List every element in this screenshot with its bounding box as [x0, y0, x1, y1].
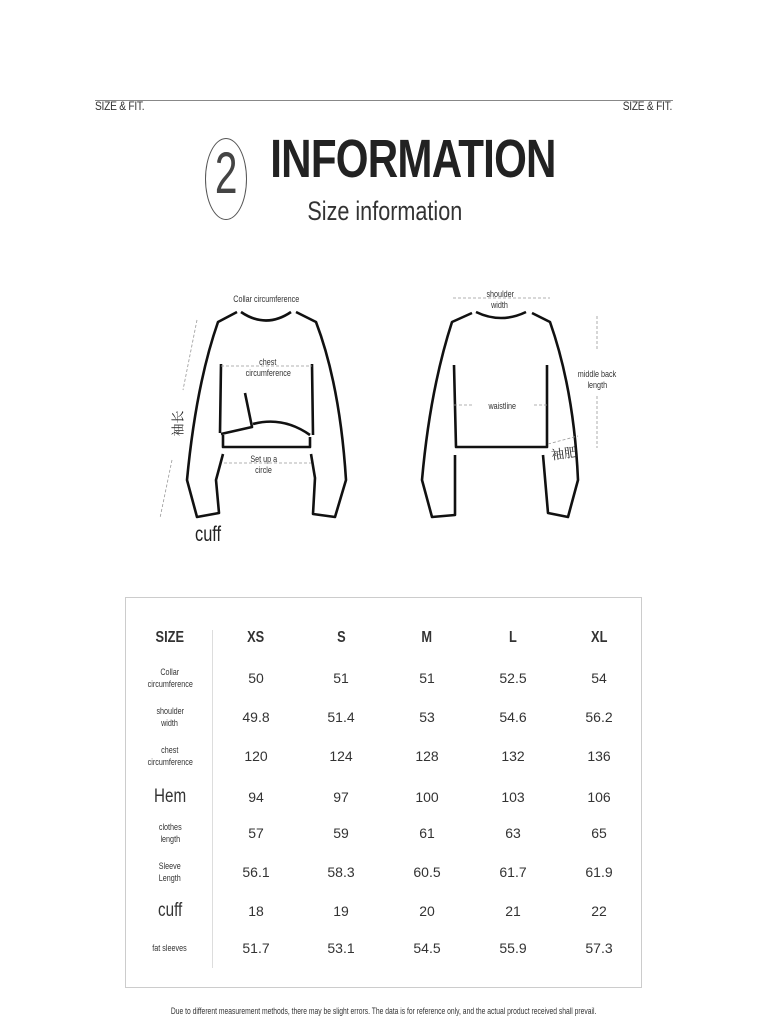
table-cell: 59 [333, 825, 349, 841]
table-cell: 54.5 [413, 940, 441, 956]
table-cell: 61.9 [585, 864, 613, 880]
header-size-col: M [421, 629, 433, 646]
label-middle-back-length: middle back length [577, 369, 617, 390]
label-chest-circumference: chest circumference [245, 357, 291, 378]
table-cell: 136 [587, 748, 611, 764]
front-sweater-outline [187, 312, 346, 517]
header-size-col: S [336, 629, 346, 646]
table-cell: 58.3 [327, 864, 355, 880]
row-label: Collar circumference [147, 667, 193, 689]
row-label: clothes length [158, 822, 182, 844]
label-shoulder-width: shoulder width [486, 289, 514, 310]
back-sweater-outline [422, 312, 578, 517]
header-size-col: XL [590, 629, 608, 646]
table-cell: 51 [419, 670, 435, 686]
table-cell: 22 [591, 903, 607, 919]
table-cell: 63 [505, 825, 521, 841]
table-cell: 65 [591, 825, 607, 841]
row-label: cuff [157, 900, 183, 921]
table-cell: 51.4 [327, 709, 355, 725]
table-cell: 19 [333, 903, 349, 919]
section-number: 2 [214, 141, 238, 206]
table-cell: 60.5 [413, 864, 441, 880]
page-title: INFORMATION [270, 129, 556, 189]
table-divider [212, 630, 213, 968]
row-label: Hem [153, 786, 187, 807]
table-cell: 97 [333, 789, 349, 805]
table-cell: 52.5 [499, 670, 527, 686]
row-label: shoulder width [156, 706, 184, 728]
table-cell: 61.7 [499, 864, 527, 880]
table-cell: 57.3 [585, 940, 613, 956]
table-cell: 100 [415, 789, 439, 805]
table-cell: 56.1 [242, 864, 270, 880]
table-cell: 94 [248, 789, 264, 805]
table-cell: 56.2 [585, 709, 613, 725]
brand-right: SIZE & FIT. [622, 99, 672, 113]
table-cell: 53.1 [327, 940, 355, 956]
label-setup-circle: Set up a circle [250, 454, 278, 475]
table-cell: 54 [591, 670, 607, 686]
table-cell: 18 [248, 903, 264, 919]
header-size-col: L [509, 629, 517, 646]
table-cell: 124 [329, 748, 353, 764]
label-collar-circumference: Collar circumference [232, 294, 300, 304]
table-cell: 51 [333, 670, 349, 686]
row-label: fat sleeves [152, 943, 188, 953]
table-cell: 120 [244, 748, 268, 764]
table-cell: 103 [501, 789, 525, 805]
row-label: Sleeve Length [158, 861, 182, 883]
row-label: chest circumference [147, 745, 193, 767]
page-subtitle: Size information [307, 196, 463, 226]
table-cell: 132 [501, 748, 525, 764]
table-cell: 21 [505, 903, 521, 919]
label-cuff: cuff [195, 523, 222, 546]
table-cell: 128 [415, 748, 439, 764]
label-sleeve-width-cn: 袖肥 [550, 444, 579, 463]
disclaimer: Due to different measurement methods, there may be slight errors. The data is for reference only, and the actual product received shall prevail. [171, 1006, 597, 1016]
table-cell: 53 [419, 709, 435, 725]
table-cell: 20 [419, 903, 435, 919]
header-size-col: XS [247, 629, 265, 646]
size-table [125, 597, 642, 988]
table-cell: 61 [419, 825, 435, 841]
table-cell: 57 [248, 825, 264, 841]
table-cell: 51.7 [242, 940, 270, 956]
label-waistline: waistline [472, 401, 532, 412]
table-cell: 54.6 [499, 709, 527, 725]
table-cell: 106 [587, 789, 611, 805]
table-cell: 50 [248, 670, 264, 686]
header-size: SIZE [155, 629, 185, 646]
label-sleeve-length-cn: 袖长 [170, 410, 186, 437]
table-cell: 49.8 [242, 709, 270, 725]
brand-left: SIZE & FIT. [95, 99, 145, 113]
table-cell: 55.9 [499, 940, 527, 956]
